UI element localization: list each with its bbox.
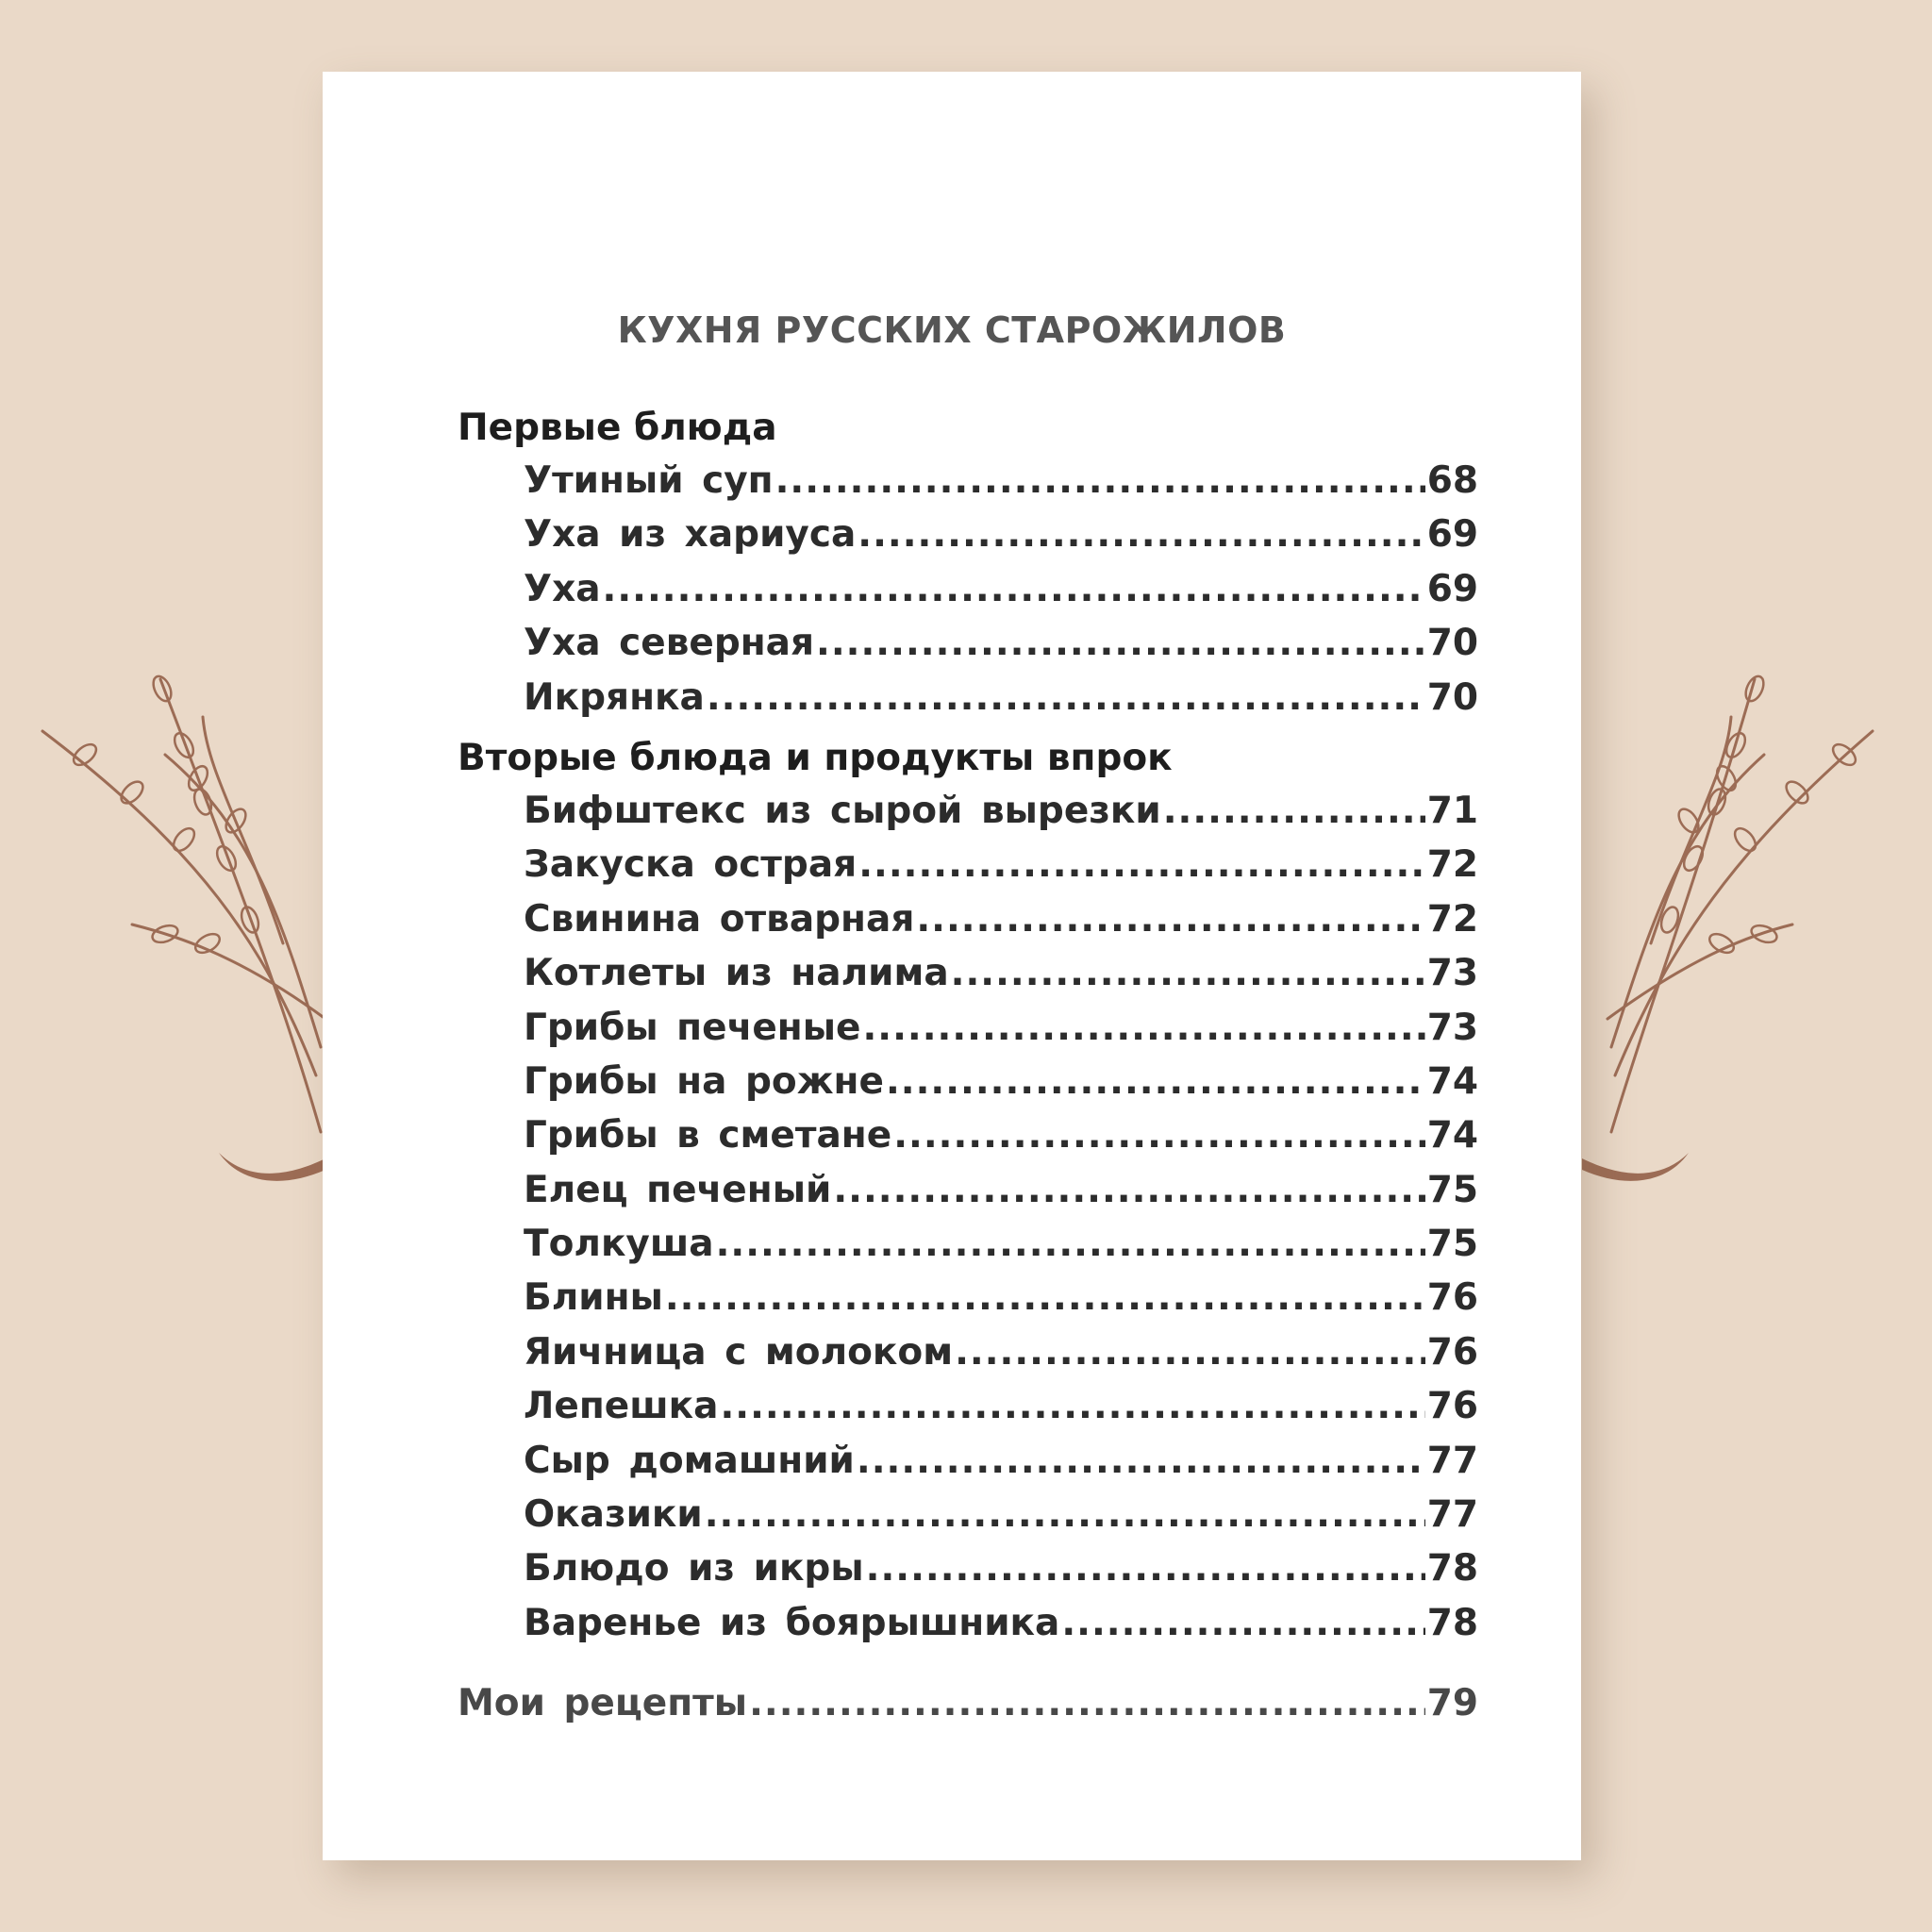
entry-page-number: 70 bbox=[1426, 622, 1478, 665]
entry-page-number: 72 bbox=[1426, 843, 1478, 887]
entry-page-number: 69 bbox=[1426, 567, 1478, 610]
entry-label: Грибы печеные bbox=[524, 1006, 861, 1049]
toc-entry bbox=[458, 892, 1478, 946]
entry-label: Толкуша bbox=[524, 1223, 714, 1266]
dot-leader bbox=[705, 1488, 1425, 1541]
dot-leader bbox=[886, 1055, 1425, 1108]
entry-page-number: 79 bbox=[1426, 1682, 1478, 1725]
entry-page-number: 75 bbox=[1426, 1168, 1478, 1211]
dot-leader bbox=[833, 1163, 1424, 1217]
entry-label: Грибы в сметане bbox=[524, 1114, 892, 1158]
entry-label: Оказики bbox=[524, 1493, 703, 1537]
toc-entry bbox=[458, 616, 1478, 670]
entry-label: Блины bbox=[524, 1276, 663, 1320]
entry-page-number: 71 bbox=[1426, 789, 1478, 832]
entry-page-number: 74 bbox=[1426, 1114, 1478, 1158]
entry-page-number: 68 bbox=[1426, 459, 1478, 502]
toc-entry bbox=[458, 1271, 1478, 1324]
entry-page-number: 76 bbox=[1426, 1330, 1478, 1374]
dot-leader bbox=[816, 616, 1425, 670]
dot-leader bbox=[603, 562, 1425, 616]
dot-leader bbox=[707, 671, 1425, 724]
toc-entry bbox=[458, 1108, 1478, 1162]
toc-entry-my-recipes bbox=[458, 1676, 1478, 1730]
dot-leader bbox=[1061, 1596, 1424, 1650]
entry-label: Бифштекс из сырой вырезки bbox=[524, 789, 1161, 832]
dot-leader bbox=[858, 838, 1425, 891]
entry-page-number: 74 bbox=[1426, 1059, 1478, 1103]
entry-page-number: 73 bbox=[1426, 952, 1478, 995]
entry-label: Уха северная bbox=[524, 622, 815, 665]
dot-leader bbox=[893, 1108, 1425, 1162]
toc-entry bbox=[458, 1379, 1478, 1433]
dot-leader bbox=[716, 1217, 1425, 1271]
toc-entry bbox=[458, 1596, 1478, 1650]
toc-entry bbox=[458, 1001, 1478, 1055]
entry-page-number: 76 bbox=[1426, 1385, 1478, 1428]
toc-entry bbox=[458, 1488, 1478, 1541]
toc-entry bbox=[458, 1541, 1478, 1595]
dot-leader bbox=[720, 1379, 1424, 1433]
toc-entry bbox=[458, 1434, 1478, 1488]
entry-label: Елец печеный bbox=[524, 1168, 832, 1211]
section-title: Вторые блюда и продукты впрок bbox=[458, 736, 1173, 779]
entry-page-number: 69 bbox=[1426, 513, 1478, 557]
entry-page-number: 73 bbox=[1426, 1006, 1478, 1049]
toc-entry bbox=[458, 1163, 1478, 1217]
entry-label: Сыр домашний bbox=[524, 1439, 855, 1482]
dot-leader bbox=[1163, 784, 1425, 838]
entry-page-number: 76 bbox=[1426, 1276, 1478, 1320]
dot-leader bbox=[775, 454, 1425, 508]
toc-entry bbox=[458, 1055, 1478, 1108]
toc-entry bbox=[458, 946, 1478, 1000]
table-of-contents bbox=[458, 394, 1478, 1731]
dot-leader bbox=[749, 1676, 1425, 1730]
entry-page-number: 78 bbox=[1426, 1547, 1478, 1591]
dot-leader bbox=[951, 946, 1425, 1000]
dot-leader bbox=[862, 1001, 1424, 1055]
entry-label: Свинина отварная bbox=[524, 897, 915, 941]
toc-entry bbox=[458, 454, 1478, 508]
entry-page-number: 77 bbox=[1426, 1439, 1478, 1482]
toc-entry bbox=[458, 784, 1478, 838]
entry-label: Яичница с молоком bbox=[524, 1330, 954, 1374]
entry-label: Блюдо из икры bbox=[524, 1547, 864, 1591]
entry-label: Варенье из боярышника bbox=[524, 1601, 1060, 1644]
book-page bbox=[323, 72, 1581, 1860]
entry-page-number: 75 bbox=[1426, 1223, 1478, 1266]
dot-leader bbox=[916, 892, 1424, 946]
dot-leader bbox=[866, 1541, 1425, 1595]
entry-page-number: 77 bbox=[1426, 1493, 1478, 1537]
toc-section-first-courses bbox=[458, 402, 1478, 724]
entry-page-number: 70 bbox=[1426, 675, 1478, 719]
toc-entry bbox=[458, 1325, 1478, 1379]
page-title: КУХНЯ РУССКИХ СТАРОЖИЛОВ bbox=[617, 309, 1287, 351]
entry-page-number: 78 bbox=[1426, 1601, 1478, 1644]
toc-entry bbox=[458, 671, 1478, 724]
entry-label: Мои рецепты bbox=[458, 1682, 748, 1725]
dot-leader bbox=[858, 508, 1424, 561]
dot-leader bbox=[857, 1434, 1425, 1488]
dot-leader bbox=[665, 1271, 1425, 1324]
entry-label: Уха из хариуса bbox=[524, 513, 857, 557]
entry-page-number: 72 bbox=[1426, 897, 1478, 941]
entry-label: Икрянка bbox=[524, 675, 705, 719]
entry-label: Уха bbox=[524, 567, 601, 610]
toc-entry bbox=[458, 838, 1478, 891]
section-title: Первые блюда bbox=[458, 407, 777, 449]
entry-label: Лепешка bbox=[524, 1385, 719, 1428]
toc-entry bbox=[458, 562, 1478, 616]
entry-label: Утиный суп bbox=[524, 459, 774, 502]
entry-label: Котлеты из налима bbox=[524, 952, 949, 995]
entry-label: Закуска острая bbox=[524, 843, 858, 887]
toc-entry bbox=[458, 508, 1478, 561]
toc-section-second-courses bbox=[458, 732, 1478, 1650]
entry-label: Грибы на рожне bbox=[524, 1059, 884, 1103]
dot-leader bbox=[955, 1325, 1425, 1379]
toc-entry bbox=[458, 1217, 1478, 1271]
